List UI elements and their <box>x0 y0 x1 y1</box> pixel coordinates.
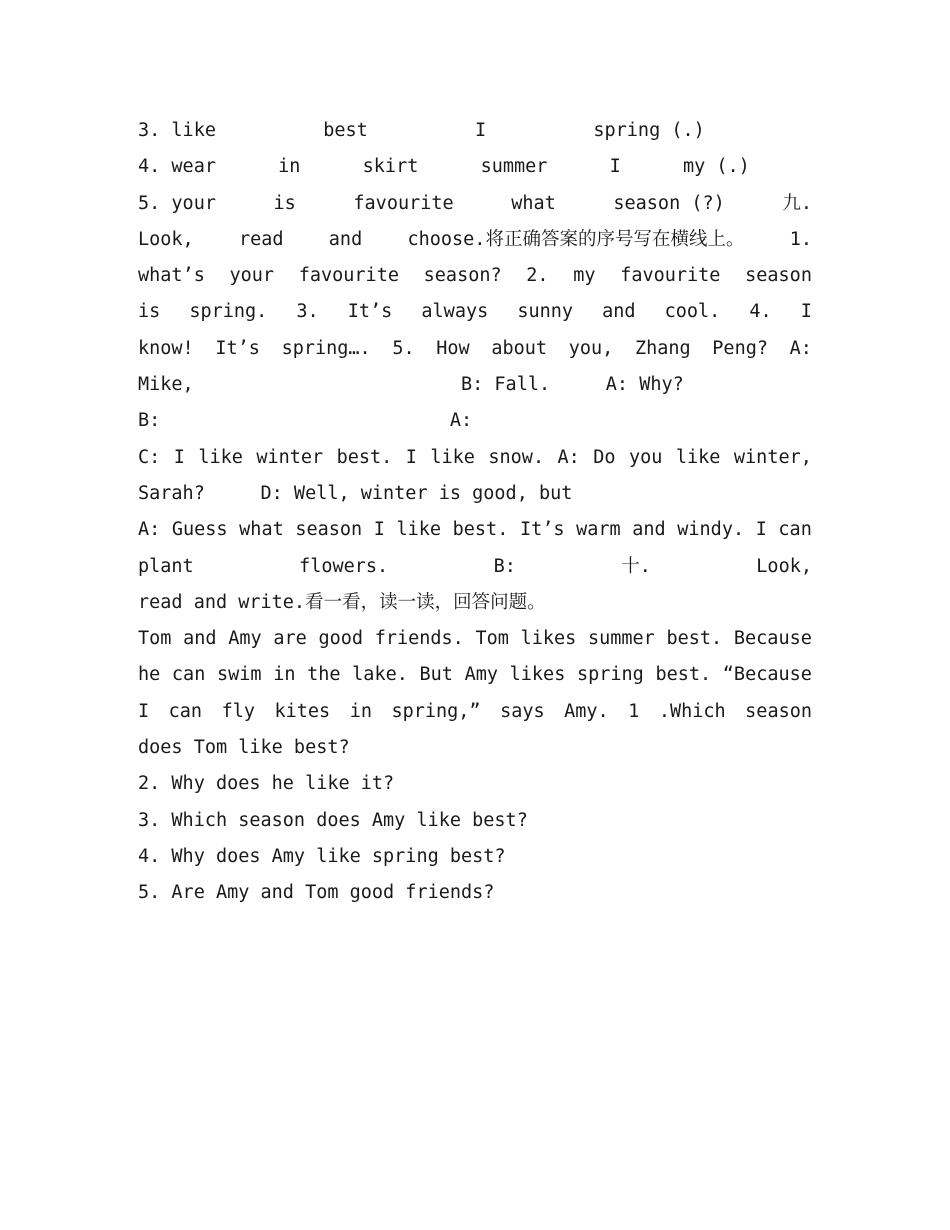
text-line: does Tom like best? <box>138 737 350 759</box>
text-word: friends. <box>374 628 464 650</box>
text-word: spring <box>576 664 644 686</box>
text-word: Zhang <box>634 337 691 359</box>
text-line: 3. Which season does Amy like best? <box>138 809 528 831</box>
document-body <box>138 113 812 912</box>
text-word: season <box>295 519 363 541</box>
text-line <box>138 440 812 476</box>
text-word: favourite <box>620 265 721 287</box>
text-line: read and write.看一看，读一读，回答问题。 <box>138 591 546 613</box>
text-word: and <box>183 628 217 650</box>
text-word: like <box>675 446 721 468</box>
text-word: flowers. <box>299 555 389 577</box>
text-word: choose.将正确答案的序号写在横线上。 <box>407 228 745 250</box>
text-word: in <box>349 700 372 722</box>
text-word: spring (.) <box>593 120 705 141</box>
text-word: sunny <box>517 301 574 323</box>
text-line <box>138 331 812 367</box>
text-line <box>138 186 812 222</box>
text-line <box>138 113 812 149</box>
text-word: best. <box>666 628 723 650</box>
text-word: windy. <box>677 519 745 541</box>
text-word: 4. wear <box>138 156 216 178</box>
text-word: like <box>396 519 442 541</box>
text-word: what’s <box>138 265 205 287</box>
text-word: he <box>138 664 161 686</box>
text-word: summer <box>480 156 548 178</box>
text-word: lake. <box>352 664 408 686</box>
text-word: Look, <box>138 228 194 250</box>
text-word: are <box>273 628 307 650</box>
text-word: season <box>745 265 812 287</box>
text-word: you, <box>568 337 614 359</box>
text-line: 4. Why does Amy like spring best? <box>138 845 506 867</box>
text-line <box>138 294 812 330</box>
text-word: 3. like <box>138 120 216 141</box>
text-word: kites <box>274 700 331 722</box>
text-word: I <box>800 301 812 323</box>
text-word: season? <box>423 265 502 287</box>
text-word: fly <box>221 700 255 722</box>
text-line <box>138 549 812 585</box>
text-word: you <box>629 446 663 468</box>
text-word: can <box>168 700 203 722</box>
text-word: Look, <box>756 555 812 577</box>
text-word: my <box>573 265 596 287</box>
text-word: season (?) <box>613 192 725 214</box>
text-word: Peng? <box>712 337 768 359</box>
text-line <box>138 222 812 258</box>
text-word: plant <box>138 555 194 577</box>
text-word: summer <box>587 628 655 650</box>
text-word: C: <box>138 446 161 468</box>
text-word: 5. <box>392 337 415 359</box>
text-word: likes <box>509 664 566 686</box>
text-word: is <box>273 192 296 214</box>
text-word: winter, <box>733 446 812 468</box>
text-line <box>138 258 812 294</box>
text-word: skirt <box>362 156 419 178</box>
text-word: Do <box>593 446 616 468</box>
text-word: It’s <box>215 337 260 359</box>
text-line <box>138 149 812 185</box>
text-word: best. <box>452 519 509 541</box>
text-word: what <box>239 519 284 541</box>
text-word: It’s <box>347 301 393 323</box>
text-word: spring…. <box>281 337 371 359</box>
text-word: It’s <box>519 519 565 541</box>
text-word: How <box>436 337 470 359</box>
text-line <box>138 621 812 657</box>
text-word: is <box>138 301 161 323</box>
text-word: can <box>778 519 812 541</box>
text-word: my (.) <box>682 156 750 178</box>
text-word: swim <box>216 664 262 686</box>
text-word: always <box>421 301 489 323</box>
text-word: likes <box>520 628 577 650</box>
text-line: 2. Why does he like it? <box>138 773 395 795</box>
text-line: Mike, B: Fall. A: Why? <box>138 374 684 396</box>
text-word: cool. <box>664 301 721 323</box>
text-word: like <box>430 446 475 468</box>
text-word: Amy. <box>564 700 609 722</box>
text-word: season <box>745 700 812 722</box>
text-line <box>138 657 812 693</box>
text-word: Guess <box>171 519 228 541</box>
text-word: spring,” <box>391 700 481 722</box>
text-word: 1. <box>789 228 812 250</box>
text-word: best. <box>655 664 712 686</box>
text-word: 1 <box>628 700 640 722</box>
text-word: I <box>475 120 487 141</box>
text-word: A: <box>557 446 580 468</box>
text-line: B: A: <box>138 410 473 432</box>
text-word: good <box>318 628 363 650</box>
text-word: your <box>229 265 275 287</box>
text-line: 5. Are Amy and Tom good friends? <box>138 882 495 904</box>
text-word: I <box>609 156 621 178</box>
text-word: B: <box>493 555 516 577</box>
text-word: in <box>278 156 301 178</box>
text-word: snow. <box>488 446 545 468</box>
text-word: I <box>373 519 385 541</box>
text-word: the <box>307 664 341 686</box>
text-line: Sarah? D: Well, winter is good, but <box>138 482 573 504</box>
text-line <box>138 512 812 548</box>
text-word: 九. <box>782 192 812 214</box>
text-word: like <box>198 446 243 468</box>
text-word: best <box>323 120 368 141</box>
text-word: 5. your <box>138 192 216 214</box>
text-word: favourite <box>298 265 399 287</box>
text-word: A: <box>789 337 812 359</box>
text-word: Because <box>733 628 812 650</box>
text-word: spring. <box>189 301 268 323</box>
text-word: A: <box>138 519 161 541</box>
text-word: I <box>405 446 417 468</box>
text-word: 3. <box>296 301 319 323</box>
text-word: know! <box>138 337 194 359</box>
text-word: 2. <box>526 265 549 287</box>
text-word: and <box>602 301 636 323</box>
text-word: about <box>491 337 548 359</box>
text-word: can <box>171 664 206 686</box>
text-word: But <box>419 664 453 686</box>
text-word: Amy <box>228 628 262 650</box>
text-word: I <box>755 519 767 541</box>
text-word: says <box>500 700 545 722</box>
text-word: I <box>173 446 185 468</box>
text-word: read <box>238 228 284 250</box>
text-word: and <box>328 228 363 250</box>
text-word: and <box>632 519 666 541</box>
text-word: “Because <box>722 664 812 686</box>
text-word: favourite <box>353 192 454 214</box>
text-word: winter <box>256 446 324 468</box>
text-word: Amy <box>464 664 498 686</box>
text-word: in <box>273 664 296 686</box>
text-word: Tom <box>138 628 172 650</box>
text-word: I <box>138 700 150 722</box>
text-word: Tom <box>475 628 509 650</box>
text-word: .Which <box>658 700 726 722</box>
text-line <box>138 694 812 730</box>
text-word: best. <box>336 446 393 468</box>
text-word: 十. <box>621 555 651 577</box>
text-word: what <box>511 192 556 214</box>
text-word: 4. <box>749 301 772 323</box>
text-word: warm <box>576 519 621 541</box>
